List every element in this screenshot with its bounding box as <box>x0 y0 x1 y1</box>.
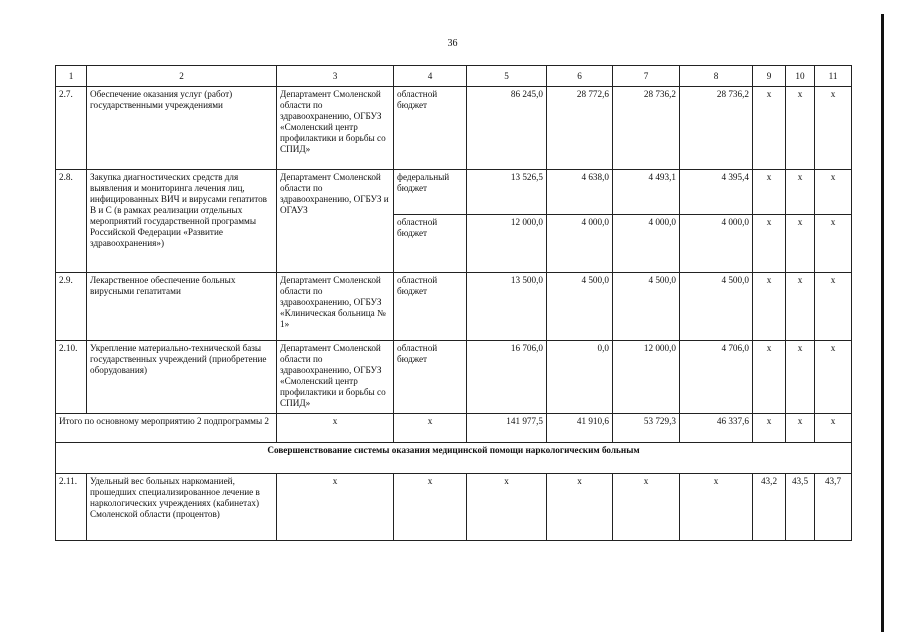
value-cell: x <box>815 87 852 170</box>
funding-source: областной бюджет <box>394 273 467 341</box>
value-cell: x <box>467 474 547 541</box>
value-cell: 28 736,2 <box>680 87 753 170</box>
header-cell: 1 <box>56 66 87 87</box>
value-cell: x <box>815 414 852 443</box>
value-cell: 4 706,0 <box>680 341 753 414</box>
value-cell: 141 977,5 <box>467 414 547 443</box>
value-cell: 28 736,2 <box>613 87 680 170</box>
row-number: 2.11. <box>56 474 87 541</box>
header-row <box>56 66 852 87</box>
funding-source: областной бюджет <box>394 87 467 170</box>
scan-edge-line <box>881 14 884 632</box>
table-row <box>56 87 852 170</box>
value-cell: x <box>753 215 786 273</box>
value-cell: 4 493,1 <box>613 170 680 215</box>
header-cell: 3 <box>277 66 394 87</box>
header-cell: 6 <box>547 66 613 87</box>
value-cell: x <box>753 273 786 341</box>
header-cell: 9 <box>753 66 786 87</box>
value-cell: 4 638,0 <box>547 170 613 215</box>
row-number: 2.10. <box>56 341 87 414</box>
value-cell: x <box>815 273 852 341</box>
row-name: Укрепление материально-технической базы государственных учреждений (приобретение оборудования) <box>87 341 277 414</box>
value-cell: 13 526,5 <box>467 170 547 215</box>
row-executor: Департамент Смоленской области по здравоохранению, ОГБУЗ «Клиническая больница № 1» <box>277 273 394 341</box>
row-executor: Департамент Смоленской области по здравоохранению, ОГБУЗ и ОГАУЗ <box>277 170 394 273</box>
value-cell: x <box>277 474 394 541</box>
value-cell: 4 000,0 <box>547 215 613 273</box>
value-cell: x <box>786 341 815 414</box>
table-row <box>56 273 852 341</box>
value-cell: x <box>753 341 786 414</box>
row-name: Лекарственное обеспечение больных вирусными гепатитами <box>87 273 277 341</box>
funding-source: областной бюджет <box>394 341 467 414</box>
value-cell: 4 500,0 <box>680 273 753 341</box>
value-cell: x <box>394 474 467 541</box>
row-executor: Департамент Смоленской области по здравоохранению, ОГБУЗ «Смоленский центр профилактики и борьбы со СПИД» <box>277 341 394 414</box>
value-cell: 28 772,6 <box>547 87 613 170</box>
value-cell: 13 500,0 <box>467 273 547 341</box>
total-row <box>56 414 852 443</box>
header-cell: 4 <box>394 66 467 87</box>
value-cell: x <box>786 170 815 215</box>
table-row <box>56 341 852 414</box>
section-row <box>56 443 852 474</box>
header-cell: 2 <box>87 66 277 87</box>
value-cell: 46 337,6 <box>680 414 753 443</box>
header-cell: 8 <box>680 66 753 87</box>
value-cell: 4 500,0 <box>547 273 613 341</box>
table-body <box>56 66 852 541</box>
value-cell: x <box>786 414 815 443</box>
row-name: Закупка диагностических средств для выявления и мониторинга лечения лиц, инфицированных ВИЧ и вирусами гепатитов В и С (в рамках реализации отдельных мероприятий государственной программы Российской Федерации «Развитие здравоохранения») <box>87 170 277 273</box>
value-cell: x <box>815 215 852 273</box>
value-cell: 53 729,3 <box>613 414 680 443</box>
value-cell: 4 000,0 <box>613 215 680 273</box>
row-executor: Департамент Смоленской области по здравоохранению, ОГБУЗ «Смоленский центр профилактики и борьбы со СПИД» <box>277 87 394 170</box>
row-name: Удельный вес больных наркоманией, прошедших специализированное лечение в наркологических учреждениях (кабинетах) Смоленской области (процентов) <box>87 474 277 541</box>
value-cell: 12 000,0 <box>467 215 547 273</box>
value-cell: 12 000,0 <box>613 341 680 414</box>
value-cell: 43,5 <box>786 474 815 541</box>
header-cell: 11 <box>815 66 852 87</box>
value-cell: 0,0 <box>547 341 613 414</box>
value-cell: x <box>394 414 467 443</box>
section-title: Совершенствование системы оказания медицинской помощи наркологическим больным <box>56 443 852 474</box>
program-table <box>55 65 852 541</box>
value-cell: x <box>613 474 680 541</box>
page-number: 36 <box>447 38 458 49</box>
row-name: Обеспечение оказания услуг (работ) государственными учреждениями <box>87 87 277 170</box>
value-cell: x <box>277 414 394 443</box>
value-cell: 43,2 <box>753 474 786 541</box>
value-cell: x <box>753 414 786 443</box>
value-cell: x <box>547 474 613 541</box>
indicator-row <box>56 474 852 541</box>
value-cell: 4 000,0 <box>680 215 753 273</box>
value-cell: 43,7 <box>815 474 852 541</box>
value-cell: 4 395,4 <box>680 170 753 215</box>
value-cell: x <box>786 87 815 170</box>
funding-source: областной бюджет <box>394 215 467 273</box>
value-cell: 4 500,0 <box>613 273 680 341</box>
value-cell: x <box>786 273 815 341</box>
value-cell: x <box>786 215 815 273</box>
row-number: 2.8. <box>56 170 87 273</box>
total-label: Итого по основному мероприятию 2 подпрограммы 2 <box>56 414 277 443</box>
header-cell: 5 <box>467 66 547 87</box>
value-cell: 86 245,0 <box>467 87 547 170</box>
value-cell: x <box>680 474 753 541</box>
value-cell: x <box>815 170 852 215</box>
value-cell: x <box>815 341 852 414</box>
header-cell: 7 <box>613 66 680 87</box>
row-number: 2.9. <box>56 273 87 341</box>
funding-source: федеральный бюджет <box>394 170 467 215</box>
table-row <box>56 170 852 215</box>
header-cell: 10 <box>786 66 815 87</box>
value-cell: 16 706,0 <box>467 341 547 414</box>
value-cell: x <box>753 87 786 170</box>
value-cell: 41 910,6 <box>547 414 613 443</box>
value-cell: x <box>753 170 786 215</box>
row-number: 2.7. <box>56 87 87 170</box>
